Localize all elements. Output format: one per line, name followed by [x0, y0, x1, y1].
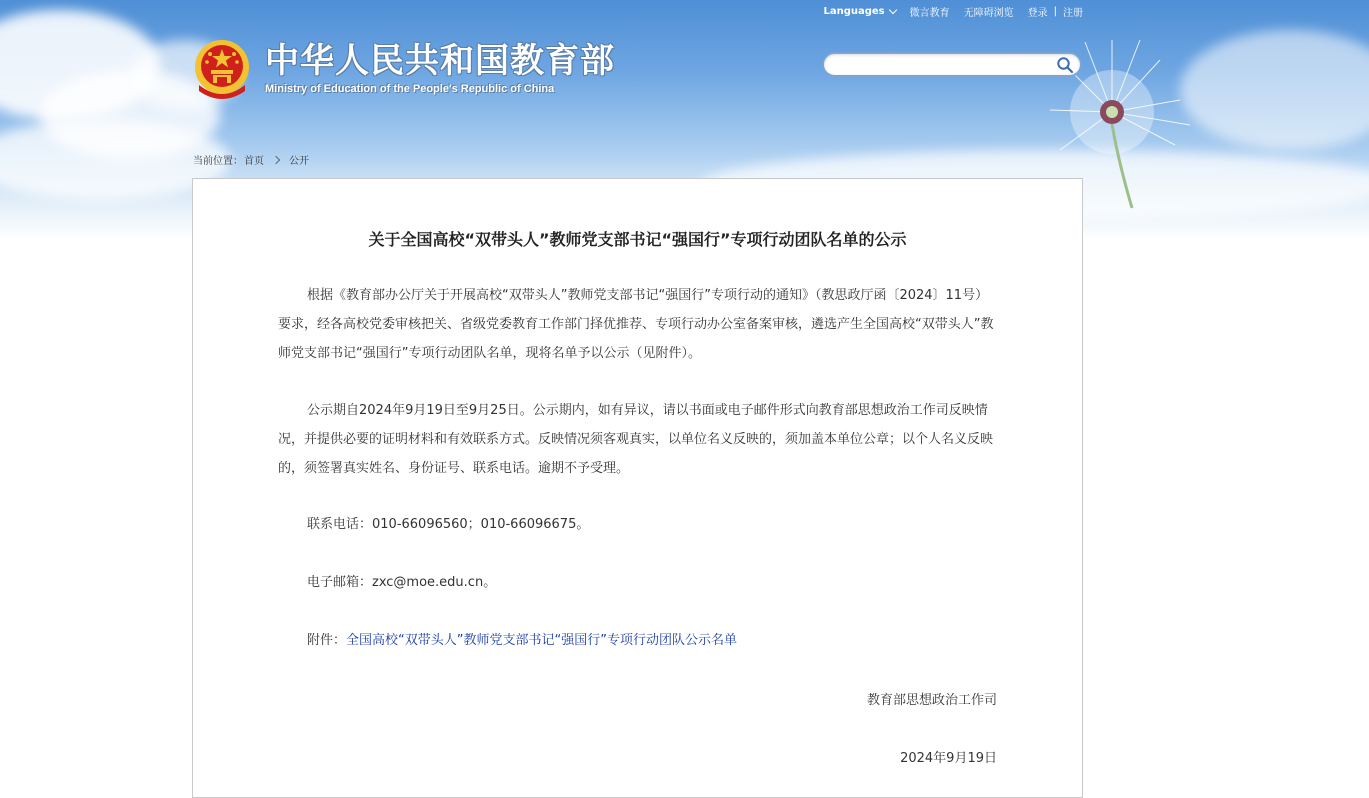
site-name-cn[interactable]: 中华人民共和国教育部 [265, 41, 615, 81]
article-paragraph: 根据《教育部办公厅关于开展高校“双带头人”教师党支部书记“强国行”专项行动的通知》（教思政厅函〔2024〕11号）要求，经各高校党委审核把关、省级党委教育工作部门择优推荐、专项行动办公室备案审核，遴选产生全国高校“双带头人”教师党支部书记“强国行”专项行动团队名单，现将名单予以公示（见附件）。 [278, 288, 994, 361]
breadcrumb-home-link[interactable]: 首页 [244, 156, 264, 167]
languages-menu[interactable] [823, 6, 895, 17]
breadcrumb [193, 152, 309, 167]
attachment-label: 附件： [307, 633, 347, 648]
top-links [823, 4, 1083, 18]
cloud-decoration [1180, 30, 1369, 150]
accessibility-link[interactable]: 无障碍浏览 [963, 7, 1014, 19]
languages-label: Languages [823, 5, 885, 17]
national-emblem-icon[interactable] [193, 37, 251, 99]
signature-department: 教育部思想政治工作司 [866, 693, 997, 708]
attachment-line [278, 626, 998, 655]
login-link[interactable]: 登录 [1027, 7, 1048, 19]
attachment-link[interactable]: 全国高校“双带头人”教师党支部书记“强国行”专项行动团队公示名单 [346, 633, 737, 648]
contact-email: 电子邮箱：zxc@moe.edu.cn。 [307, 575, 497, 590]
contact-phone: 联系电话：010-66096560；010-66096675。 [307, 517, 590, 532]
top-links-separator: | [1053, 5, 1057, 17]
site-name-en: Ministry of Education of the People's Republic of China [265, 83, 555, 95]
search-icon[interactable] [1056, 56, 1074, 74]
article-title: 关于全国高校“双带头人”教师党支部书记“强国行”专项行动团队名单的公示 [368, 230, 907, 249]
chevron-right-icon [272, 155, 280, 163]
article-panel [192, 178, 1083, 798]
search-input[interactable] [834, 56, 1058, 76]
chevron-down-icon [888, 5, 896, 13]
article-paragraph: 公示期自2024年9月19日至9月25日。公示期内，如有异议，请以书面或电子邮件形式向教育部思想政治工作司反映情况，并提供必要的证明材料和有效联系方式。反映情况须客观真实，以单位名义反映的，须加盖本单位公章；以个人名义反映的，须签署真实姓名、身份证号、联系电话。逾期不予受理。 [278, 403, 994, 476]
weixin-link[interactable]: 微言教育 [909, 7, 950, 19]
breadcrumb-current-link[interactable]: 公开 [289, 156, 309, 167]
search-box [822, 52, 1082, 77]
signature-date: 2024年9月19日 [900, 751, 997, 766]
register-link[interactable]: 注册 [1063, 7, 1083, 19]
breadcrumb-label: 当前位置： [193, 156, 243, 167]
